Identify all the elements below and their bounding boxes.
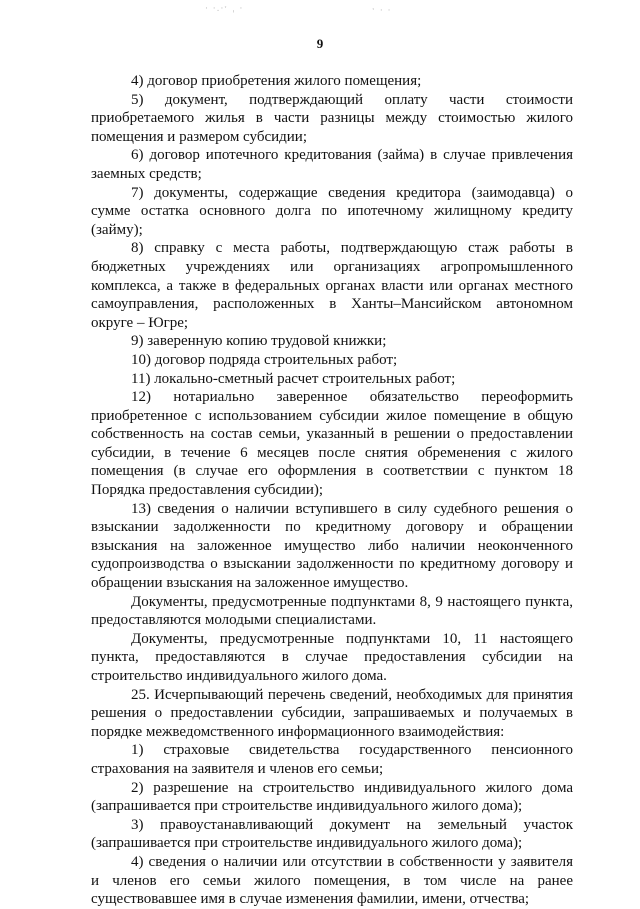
paragraph-item-8-work-certificate: 8) справку с места работы, подтверждающую стаж работы в бюджетных учреждениях или организациях агропромышленного комплекса, а также в федеральных органах власти или органах местного самоуправления, расположенных в Ханты–Мансийском автономном округе – Югре; [91,240,573,331]
paragraph-25-item-2: 2) разрешение на строительство индивидуального жилого дома (запрашивается при строительстве индивидуального жилого дома); [91,779,573,815]
paragraph-25-item-1: 1) страховые свидетельства государственного пенсионного страхования на заявителя и членов его семьи; [91,742,573,777]
page-number: 9 [316,36,324,51]
scan-noise: · ·.·ˑ ˌ · [205,4,244,14]
paragraph-item-4-contract: 4) договор приобретения жилого помещения; [131,73,422,89]
paragraph-item-5-payment-doc: 5) документ, подтверждающий оплату части стоимости приобретаемого жилья в части разницы между стоимостью жилого помещения и размером субсидии; [91,91,573,145]
paragraph-item-6-mortgage: 6) договор ипотечного кредитования (займа) в случае привлечения заемных средств; [91,147,573,182]
paragraph-item-12-obligation: 12) нотариально заверенное обязательство переоформить приобретенное с использованием субсидии жилое помещение в общую собственность на состав семьи, указанный в решении о предоставлении субсидии, в течение 6 месяцев после снятия обременения с жилого помещения (в случае его оформления в соответствии с пунктом 18 Порядка предоставления субсидии); [91,389,573,499]
paragraph-item-9-labor-book: 9) заверенную копию трудовой книжки; [131,333,387,350]
paragraph-note-specialists: Документы, предусмотренные подпунктами 8, 9 настоящего пункта, предоставляются молодыми специалистами. [91,593,573,629]
paragraph-25-item-3: 3) правоустанавливающий документ на земельный участок (запрашивается при строительстве индивидуального жилого дома); [91,816,573,852]
document-body [91,72,573,909]
paragraph-item-11-estimate: 11) локально-сметный расчет строительных работ; [131,370,456,387]
paragraph-25-item-4: 4) сведения о наличии или отсутствии в собственности у заявителя и членов его семьи жилого помещения, в том числе на ранее существовавшее имя в случае изменения фамилии, имени, отчества; [91,853,573,908]
paragraph-item-7-creditor-info: 7) документы, содержащие сведения кредитора (заимодавца) о сумме остатка основного долга по ипотечному жилищному кредиту (займу); [91,184,573,238]
paragraph-section-25: 25. Исчерпывающий перечень сведений, необходимых для принятия решения о предоставлении субсидии, запрашиваемых и получаемых в порядке межведомственного информационного взаимодействия: [91,686,573,740]
paragraph-item-13-court-decision: 13) сведения о наличии вступившего в силу судебного решения о взыскании задолженности по кредитному договору и обращении взыскания на заложенное имущество либо наличии неоконченного судопроизводства о взыскании задолженности по кредитному договору и обращении взыскания на заложенное имущество. [91,500,573,592]
paragraph-item-10-construction-contract: 10) договор подряда строительных работ; [131,351,398,368]
paragraph-note-construction: Документы, предусмотренные подпунктами 10, 11 настоящего пункта, предоставляются в случае предоставления субсидии на строительство индивидуального жилого дома. [91,630,573,684]
scan-noise: ˑ · · [372,6,392,16]
